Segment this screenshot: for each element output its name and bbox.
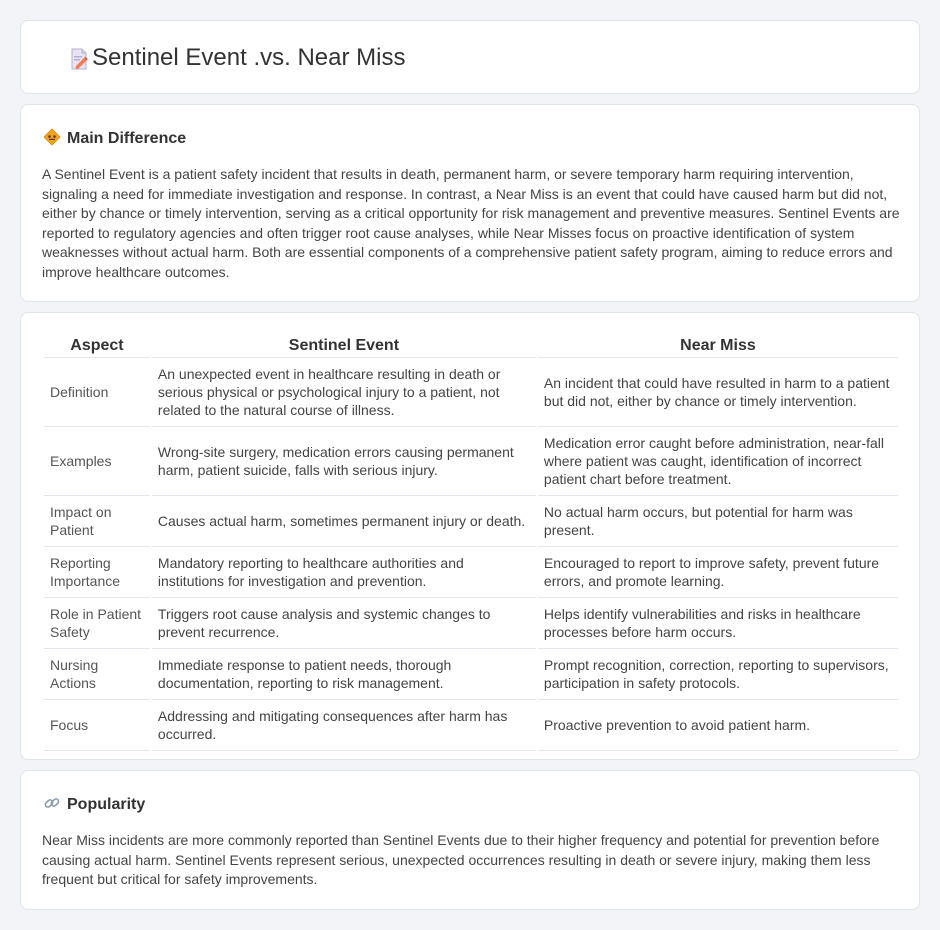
row-sentinel-event: Addressing and mitigating consequences after harm has occurred. xyxy=(152,700,536,751)
row-aspect: Focus xyxy=(44,700,150,751)
table-row xyxy=(44,649,898,700)
row-near-miss: Encouraged to report to improve safety, prevent future errors, and promote learning. xyxy=(538,547,898,598)
header-card xyxy=(20,20,920,94)
row-aspect: Nursing Actions xyxy=(44,649,150,700)
diamond-warning-icon xyxy=(43,128,61,146)
row-near-miss: No actual harm occurs, but potential for harm was present. xyxy=(538,496,898,547)
main-difference-text: A Sentinel Event is a patient safety incident that results in death, permanent harm, or severe temporary harm requiring intervention, signaling a need for immediate investigation and response. In contrast, a Near Miss is an event that could have caused harm but did not, either by chance or timely intervention, serving as a critical opportunity for risk management and preventive measures. Sentinel Events are reported to regulatory agencies and often trigger root cause analyses, while Near Misses focus on proactive identification of system weaknesses without actual harm. Both are essential components of a comprehensive patient safety program, aiming to reduce errors and improve healthcare outcomes. xyxy=(42,166,900,280)
popularity-text: Near Miss incidents are more commonly reported than Sentinel Events due to their higher frequency and potential for prevention before causing actual harm. Sentinel Events represent serious, unexpected occurrences resulting in death or severe injury, making them less frequent but critical for safety improvements. xyxy=(42,832,880,887)
row-aspect: Reporting Importance xyxy=(44,547,150,598)
row-aspect: Impact on Patient xyxy=(44,496,150,547)
row-aspect: Role in Patient Safety xyxy=(44,598,150,649)
row-aspect: Definition xyxy=(44,358,150,427)
table-row xyxy=(44,547,898,598)
row-near-miss: Proactive prevention to avoid patient harm. xyxy=(538,700,898,751)
table-row xyxy=(44,358,898,427)
link-icon xyxy=(43,794,61,812)
header-sentinel-event: Sentinel Event xyxy=(152,331,536,358)
popularity-card xyxy=(20,770,920,910)
row-near-miss: An incident that could have resulted in harm to a patient but did not, either by chance or timely intervention. xyxy=(538,358,898,427)
row-near-miss: Prompt recognition, correction, reporting to supervisors, participation in safety protocols. xyxy=(538,649,898,700)
main-difference-card xyxy=(20,104,920,302)
row-sentinel-event: Wrong-site surgery, medication errors causing permanent harm, patient suicide, falls with serious injury. xyxy=(152,427,536,496)
row-sentinel-event: Causes actual harm, sometimes permanent injury or death. xyxy=(152,496,536,547)
table-row xyxy=(44,496,898,547)
page-title: Sentinel Event .vs. Near Miss xyxy=(92,44,406,71)
table-row xyxy=(44,700,898,751)
main-difference-title: Main Difference xyxy=(67,130,187,147)
popularity-title: Popularity xyxy=(67,796,146,813)
table-row xyxy=(44,427,898,496)
header-near-miss: Near Miss xyxy=(538,331,898,358)
header-aspect: Aspect xyxy=(44,331,150,358)
table-header-row xyxy=(44,331,898,358)
popularity-heading xyxy=(43,794,145,814)
row-sentinel-event: An unexpected event in healthcare resulting in death or serious physical or psychological injury to a patient, not related to the natural course of illness. xyxy=(152,358,536,427)
row-sentinel-event: Immediate response to patient needs, thorough documentation, reporting to risk management. xyxy=(152,649,536,700)
comparison-table xyxy=(42,331,900,751)
row-sentinel-event: Triggers root cause analysis and systemic changes to prevent recurrence. xyxy=(152,598,536,649)
comparison-table-card xyxy=(20,312,920,760)
row-near-miss: Medication error caught before administration, near-fall where patient was caught, identification of incorrect patient chart before treatment. xyxy=(538,427,898,496)
main-difference-heading xyxy=(43,128,186,148)
row-aspect: Examples xyxy=(44,427,150,496)
row-sentinel-event: Mandatory reporting to healthcare authorities and institutions for investigation and prevention. xyxy=(152,547,536,598)
table-row xyxy=(44,598,898,649)
row-near-miss: Helps identify vulnerabilities and risks in healthcare processes before harm occurs. xyxy=(538,598,898,649)
document-pencil-icon xyxy=(67,47,91,71)
